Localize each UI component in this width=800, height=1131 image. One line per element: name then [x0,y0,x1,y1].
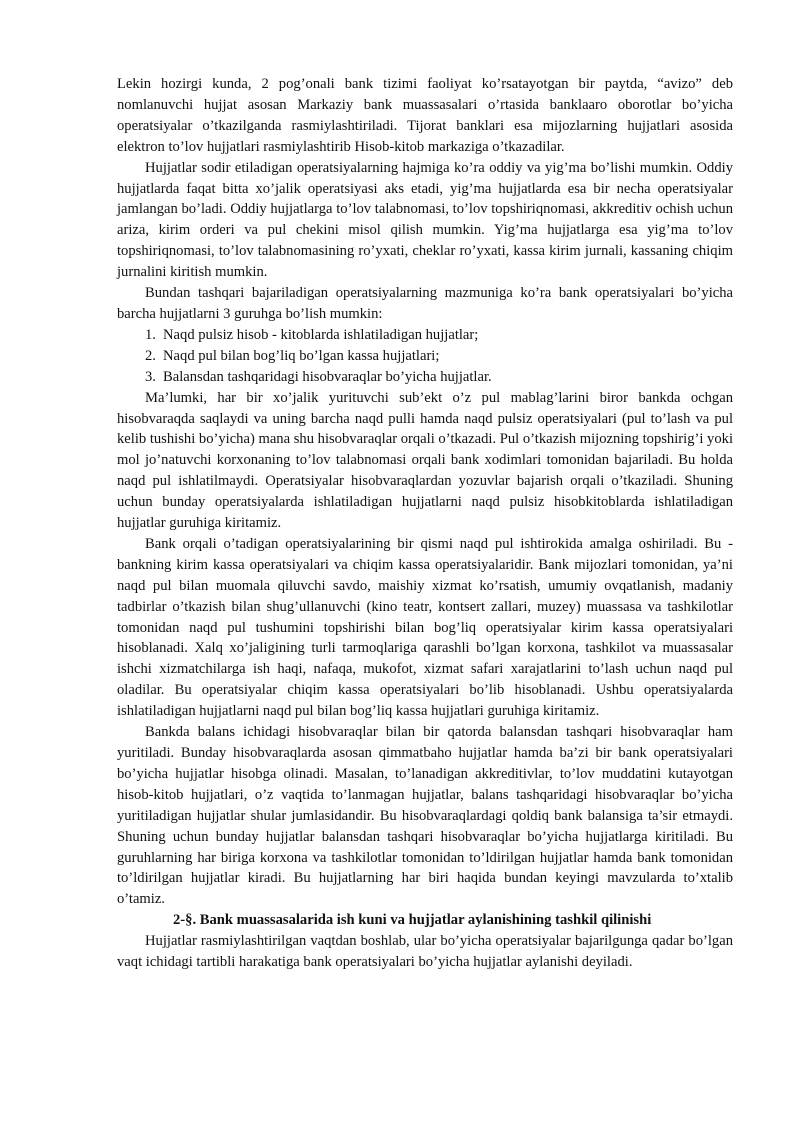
paragraph-off-balance: Bankda balans ichidagi hisobvaraqlar bilan bir qatorda balansdan tashqari hisobvaraqlar ham yuritiladi. Bunday hisobvaraqlarda asosan qimmatbaho hujjatlar hamda ba’zi bir bank operatsiyalari bo’yicha hujjatlar hisobga olinadi. Masalan, to’lanadigan akkreditivlar, to’lov muddatini kutayotgan hisob-kitob hujjatlari, o’z vaqtida to’lanmagan hujjatlar, balans tashqaridagi hisobvaraqlar bo’yicha yuritiladigan hujjatlar shular jumlasidandir. Bu hisobvaraqlardagi qoldiq bank balansiga ta’sir etmaydi. Shuning uchun bunday hujjatlar balansdan tashqari hisobvaraqlar bo’yicha hujjatlarga kiritiladi. Bu guruhlarning har biriga korxona va tashkilotlar tomonidan to’ldirilgan hujjatlar hamda bank tomonidan to’ldirilgan hujjatlar kiradi. Bu hujjatlarning har biri haqida bundan keyingi mavzularda to’xtalib o’tamiz. [117,724,733,908]
document-groups-list [117,325,733,388]
section-heading: 2-§. Bank muassasalarida ish kuni va hujjatlar aylanishining tashkil qilinishi [173,912,652,929]
list-item [117,325,733,346]
paragraph-document-flow: Hujjatlar rasmiylashtirilgan vaqtdan boshlab, ular bo’yicha operatsiyalar bajarilgunga qadar bo’lgan vaqt ichidagi tartibli harakatiga bank operatsiyalari bo’yicha hujjatlar aylanishi deyiladi. [117,933,733,971]
paragraph-cashless: Ma’lumki, har bir xo’jalik yurituvchi sub’ekt o’z pul mablag’larini biror bankda ochgan hisobvaraqda saqlaydi va uning barcha naqd pulli hamda naqd pulsiz operatsiyalari (pul to’lash va pul kelib tushishi bo’yicha) mana shu hisobvaraqlar orqali o’tkazadi. Pul o’tkazish mijozning topshirig’i yoki mol jo’natuvchi korxonaning to’lov talabnomasi orqali bank xodimlari tomonidan bajariladi. Bu holda naqd pul ishlatilmaydi. Operatsiyalar hisobvaraqlardan yozuvlar bajarish orqali o’tkaziladi. Shuning uchun bunday operatsiyalarda ishlatiladigan hujjatlarni naqd pulsiz hisobkitoblarda ishlatiladigan hujjatlar guruhiga kiritamiz. [117,389,733,532]
list-item [117,346,733,367]
list-item-text: Balansdan tashqaridagi hisobvaraqlar bo’yicha hujjatlar. [163,368,492,385]
document-page [117,74,733,973]
list-item-text: Naqd pulsiz hisob - kitoblarda ishlatiladigan hujjatlar; [163,326,479,343]
paragraph-avizo: Lekin hozirgi kunda, 2 pog’onali bank tizimi faoliyat ko’rsatayotgan bir paytda, “avizo” deb nomlanuvchi hujjat asosan Markaziy bank muassasalari o’rtasida banklaaro oborotlar bo’yicha operatsiyalar o’tkazilganda rasmiylashtiriladi. Tijorat banklari esa mijozlarning hujjatlari asosida elektron to’lov hujjatlari rasmiylashtirib Hisob-kitob markaziga o’tkazadilar. [117,76,733,155]
list-item [117,367,733,388]
list-item-number: 1. [145,326,156,343]
paragraph-three-groups: Bundan tashqari bajariladigan operatsiyalarning mazmuniga ko’ra bank operatsiyalari bo’yicha barcha hujjatlarni 3 guruhga bo’lish mumkin: [117,285,733,322]
list-item-number: 2. [145,347,156,364]
paragraph-cash-operations: Bank orqali o’tadigan operatsiyalarining bir qismi naqd pul ishtirokida amalga oshiriladi. Bu - bankning kirim kassa operatsiyalari va chiqim kassa operatsiyalaridir. Bank mijozlari tomonidan, ya’ni naqd pul bilan muomala qiluvchi savdo, maishiy xizmat ko’rsatish, umumiy ovqatlanish, madaniy tadbirlar o’tkazish bilan shug’ullanuvchi (kino teatr, kontsert zallari, muzey) muassasa va tashkilotlar tomonidan naqd pul tushumini topshirishi bilan bog’liq operatsiyalar kirim kassa operatsiyalari hisoblanadi. Xalq xo’jaligining turli tarmoqlariga qarashli bo’lgan korxona, tashkilot va muassasalar ishchi xizmatchilarga ish haqi, nafaqa, mukofot, xizmat safari xarajatlarini to’lash uchun naqd pul oladilar. Bu operatsiyalar chiqim kassa operatsiyalari bo’lib hisoblanadi. Ushbu operatsiyalarda ishlatiladigan hujjatlarni naqd pul bilan bog’liq kassa hujjatlari guruhiga kiritamiz. [117,535,733,720]
list-item-text: Naqd pul bilan bog’liq bo’lgan kassa hujjatlari; [163,347,440,364]
list-item-number: 3. [145,368,156,385]
paragraph-document-types: Hujjatlar sodir etiladigan operatsiyalarning hajmiga ko’ra oddiy va yig’ma bo’lishi mumkin. Oddiy hujjatlarda faqat bitta xo’jalik operatsiyasi aks etadi, yig’ma hujjatlarda esa bir necha operatsiyalar jamlangan bo’ladi. Oddiy hujjatlarga to’lov talabnomasi, to’lov topshiriqnomasi, akkreditiv ochish uchun ariza, kirim orderi va pul chekini misol qilish mumkin. Yig’ma hujjatlarga esa yig’ma to’lov topshiriqnomasi, to’lov talabnomasining ro’yxati, cheklar ro’yxati, kassa kirim jurnali, kassaning chiqim jurnalini kiritish mumkin. [117,159,733,281]
